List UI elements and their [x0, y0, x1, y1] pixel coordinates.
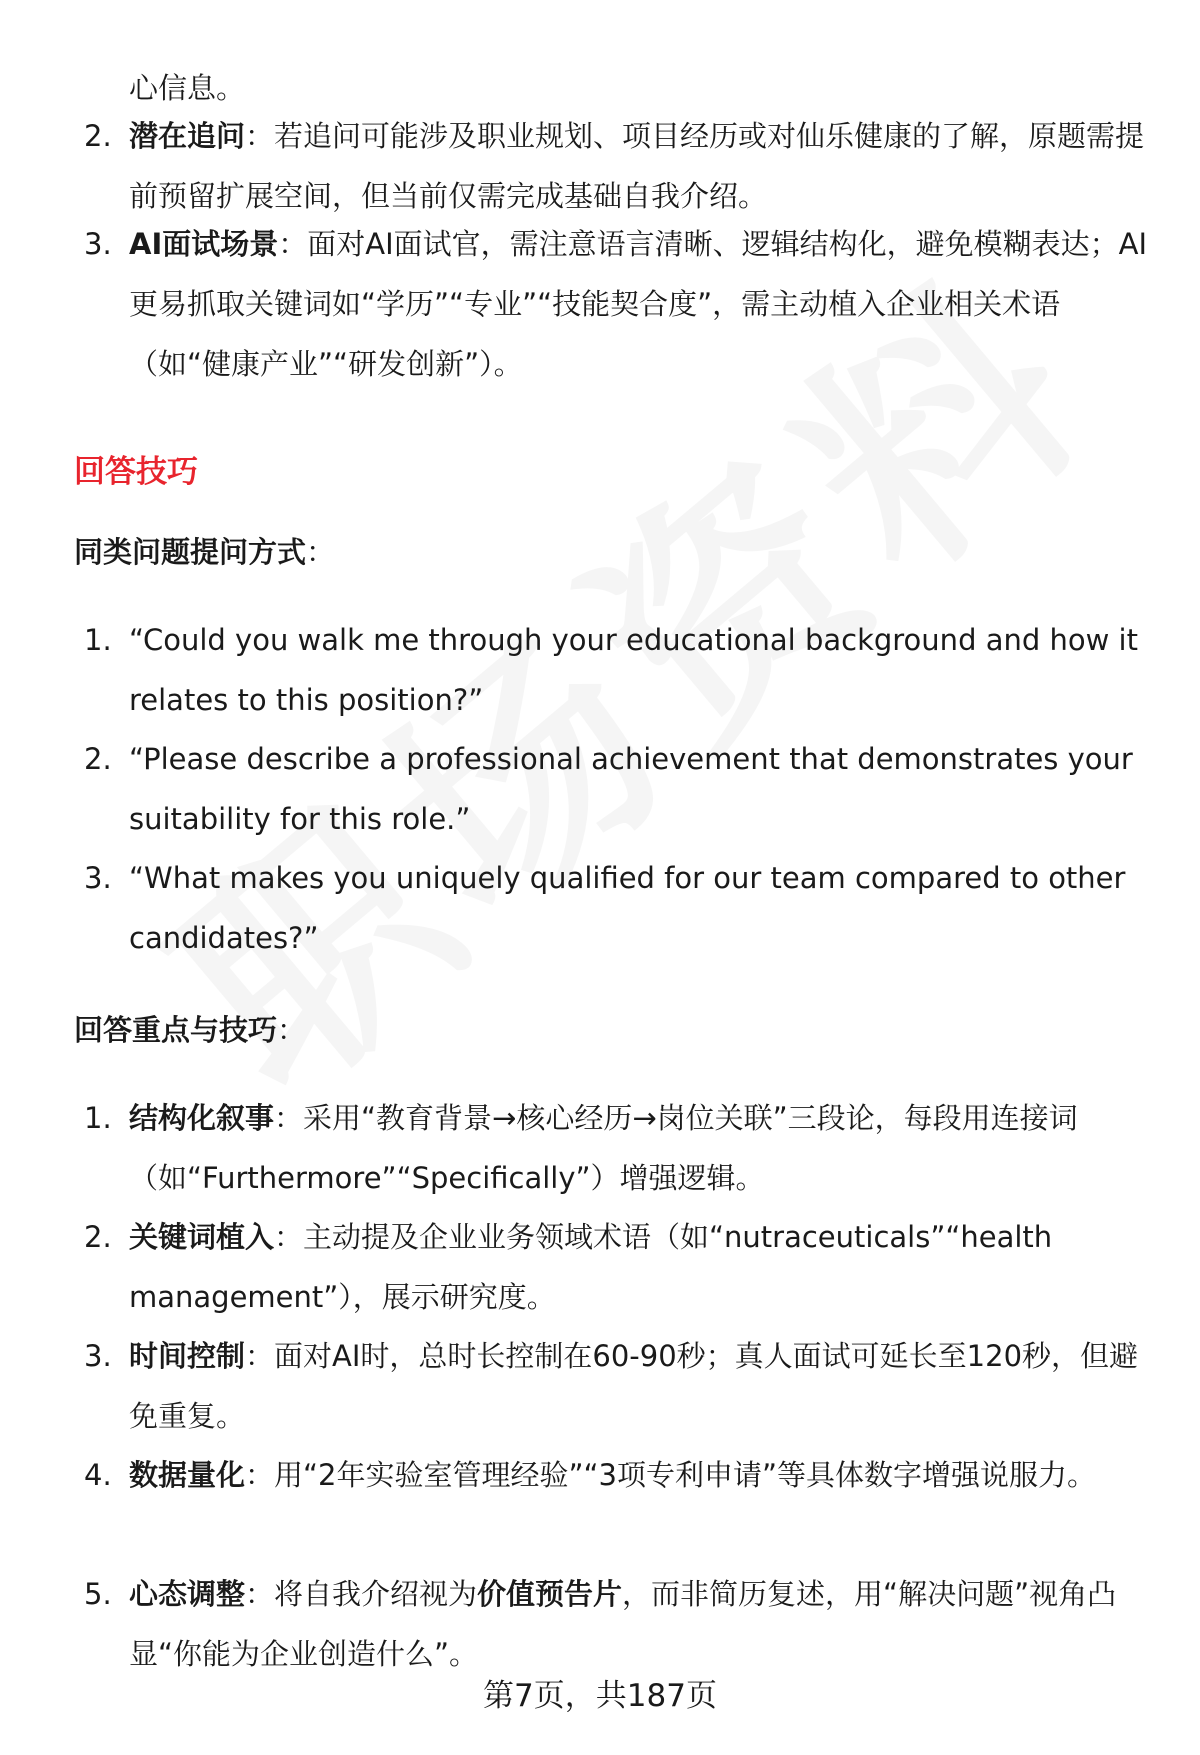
tip-keyword: 时间控制	[129, 1339, 246, 1373]
list-number: 3.	[84, 861, 112, 895]
tips-heading	[74, 1006, 306, 1054]
tip-keyword: 数据量化	[129, 1458, 246, 1492]
tip-text	[129, 1564, 1160, 1684]
list-number: 1.	[84, 623, 112, 657]
question-text: “Could you walk me through your educational background and how it relates to this position?”	[129, 623, 1138, 717]
tip-text	[129, 1445, 1160, 1505]
list-number: 1.	[84, 1101, 112, 1135]
list-number: 4.	[84, 1458, 112, 1492]
tip-item	[84, 1445, 1160, 1505]
list-item-keyword: AI面试场景	[129, 227, 279, 261]
tip-keyword: 结构化叙事	[129, 1101, 275, 1135]
list-number: 2.	[84, 119, 112, 153]
list-item-body: ：若追问可能涉及职业规划、项目经历或对仙乐健康的了解，原题需提前预留扩展空间，但当前仅需完成基础自我介绍。	[129, 119, 1145, 213]
question-text: “Please describe a professional achievement that demonstrates your suitability for this role.”	[129, 742, 1133, 836]
tip-body: ：采用“教育背景→核心经历→岗位关联”三段论，每段用连接词（如“Furthermore”“Specifically”）增强逻辑。	[129, 1101, 1078, 1195]
list-number: 2.	[84, 1220, 112, 1254]
tip-text	[129, 1207, 1160, 1327]
section-heading: 回答技巧	[74, 454, 198, 490]
tip-item	[84, 1088, 1160, 1208]
tip-item	[84, 1326, 1160, 1446]
heading-colon: ：	[277, 1013, 307, 1047]
question-text: “What makes you uniquely qualified for our team compared to other candidates?”	[129, 861, 1126, 955]
tip-body: ，而非简历复述，用“解决问题”视角凸显“你能为企业创造什么”。	[129, 1577, 1117, 1671]
tip-emphasis: 价值预告片	[477, 1577, 623, 1611]
tip-item	[84, 1207, 1160, 1327]
list-number: 3.	[84, 1339, 112, 1373]
list-item-keyword: 潜在追问	[129, 119, 246, 153]
tip-keyword: 心态调整	[129, 1577, 246, 1611]
list-item	[84, 106, 1160, 226]
question-item	[84, 610, 1160, 730]
tip-text	[129, 1326, 1160, 1446]
tip-body: ：用“2年实验室管理经验”“3项专利申请”等具体数字增强说服力。	[245, 1458, 1097, 1492]
list-item-text: 心信息。	[129, 71, 246, 105]
list-item	[84, 214, 1160, 394]
tip-body: ：将自我介绍视为	[245, 1577, 478, 1611]
list-item-text	[129, 214, 1160, 394]
list-number: 3.	[84, 227, 112, 261]
question-item	[84, 729, 1160, 849]
heading-text: 同类问题提问方式	[74, 535, 307, 569]
question-item	[84, 848, 1160, 968]
tip-keyword: 关键词植入	[129, 1220, 275, 1254]
page-number-footer: 第7页，共187页	[483, 1678, 717, 1714]
tip-text	[129, 1088, 1160, 1208]
list-item-body: ：面对AI面试官，需注意语言清晰、逻辑结构化，避免模糊表达；AI更易抓取关键词如“学历”“专业”“技能契合度”，需主动植入企业相关术语（如“健康产业”“研发创新”）。	[129, 227, 1148, 381]
heading-colon: ：	[306, 535, 336, 569]
tip-body: ：主动提及企业业务领域术语（如“nutraceuticals”“health management”），展示研究度。	[129, 1220, 1053, 1314]
heading-text: 回答重点与技巧	[74, 1013, 278, 1047]
list-number: 5.	[84, 1577, 112, 1611]
similar-questions-heading	[74, 528, 335, 576]
list-number: 2.	[84, 742, 112, 776]
list-item-text	[129, 106, 1160, 226]
tip-body: ：面对AI时，总时长控制在60-90秒；真人面试可延长至120秒，但避免重复。	[129, 1339, 1139, 1433]
tip-item	[84, 1564, 1160, 1684]
